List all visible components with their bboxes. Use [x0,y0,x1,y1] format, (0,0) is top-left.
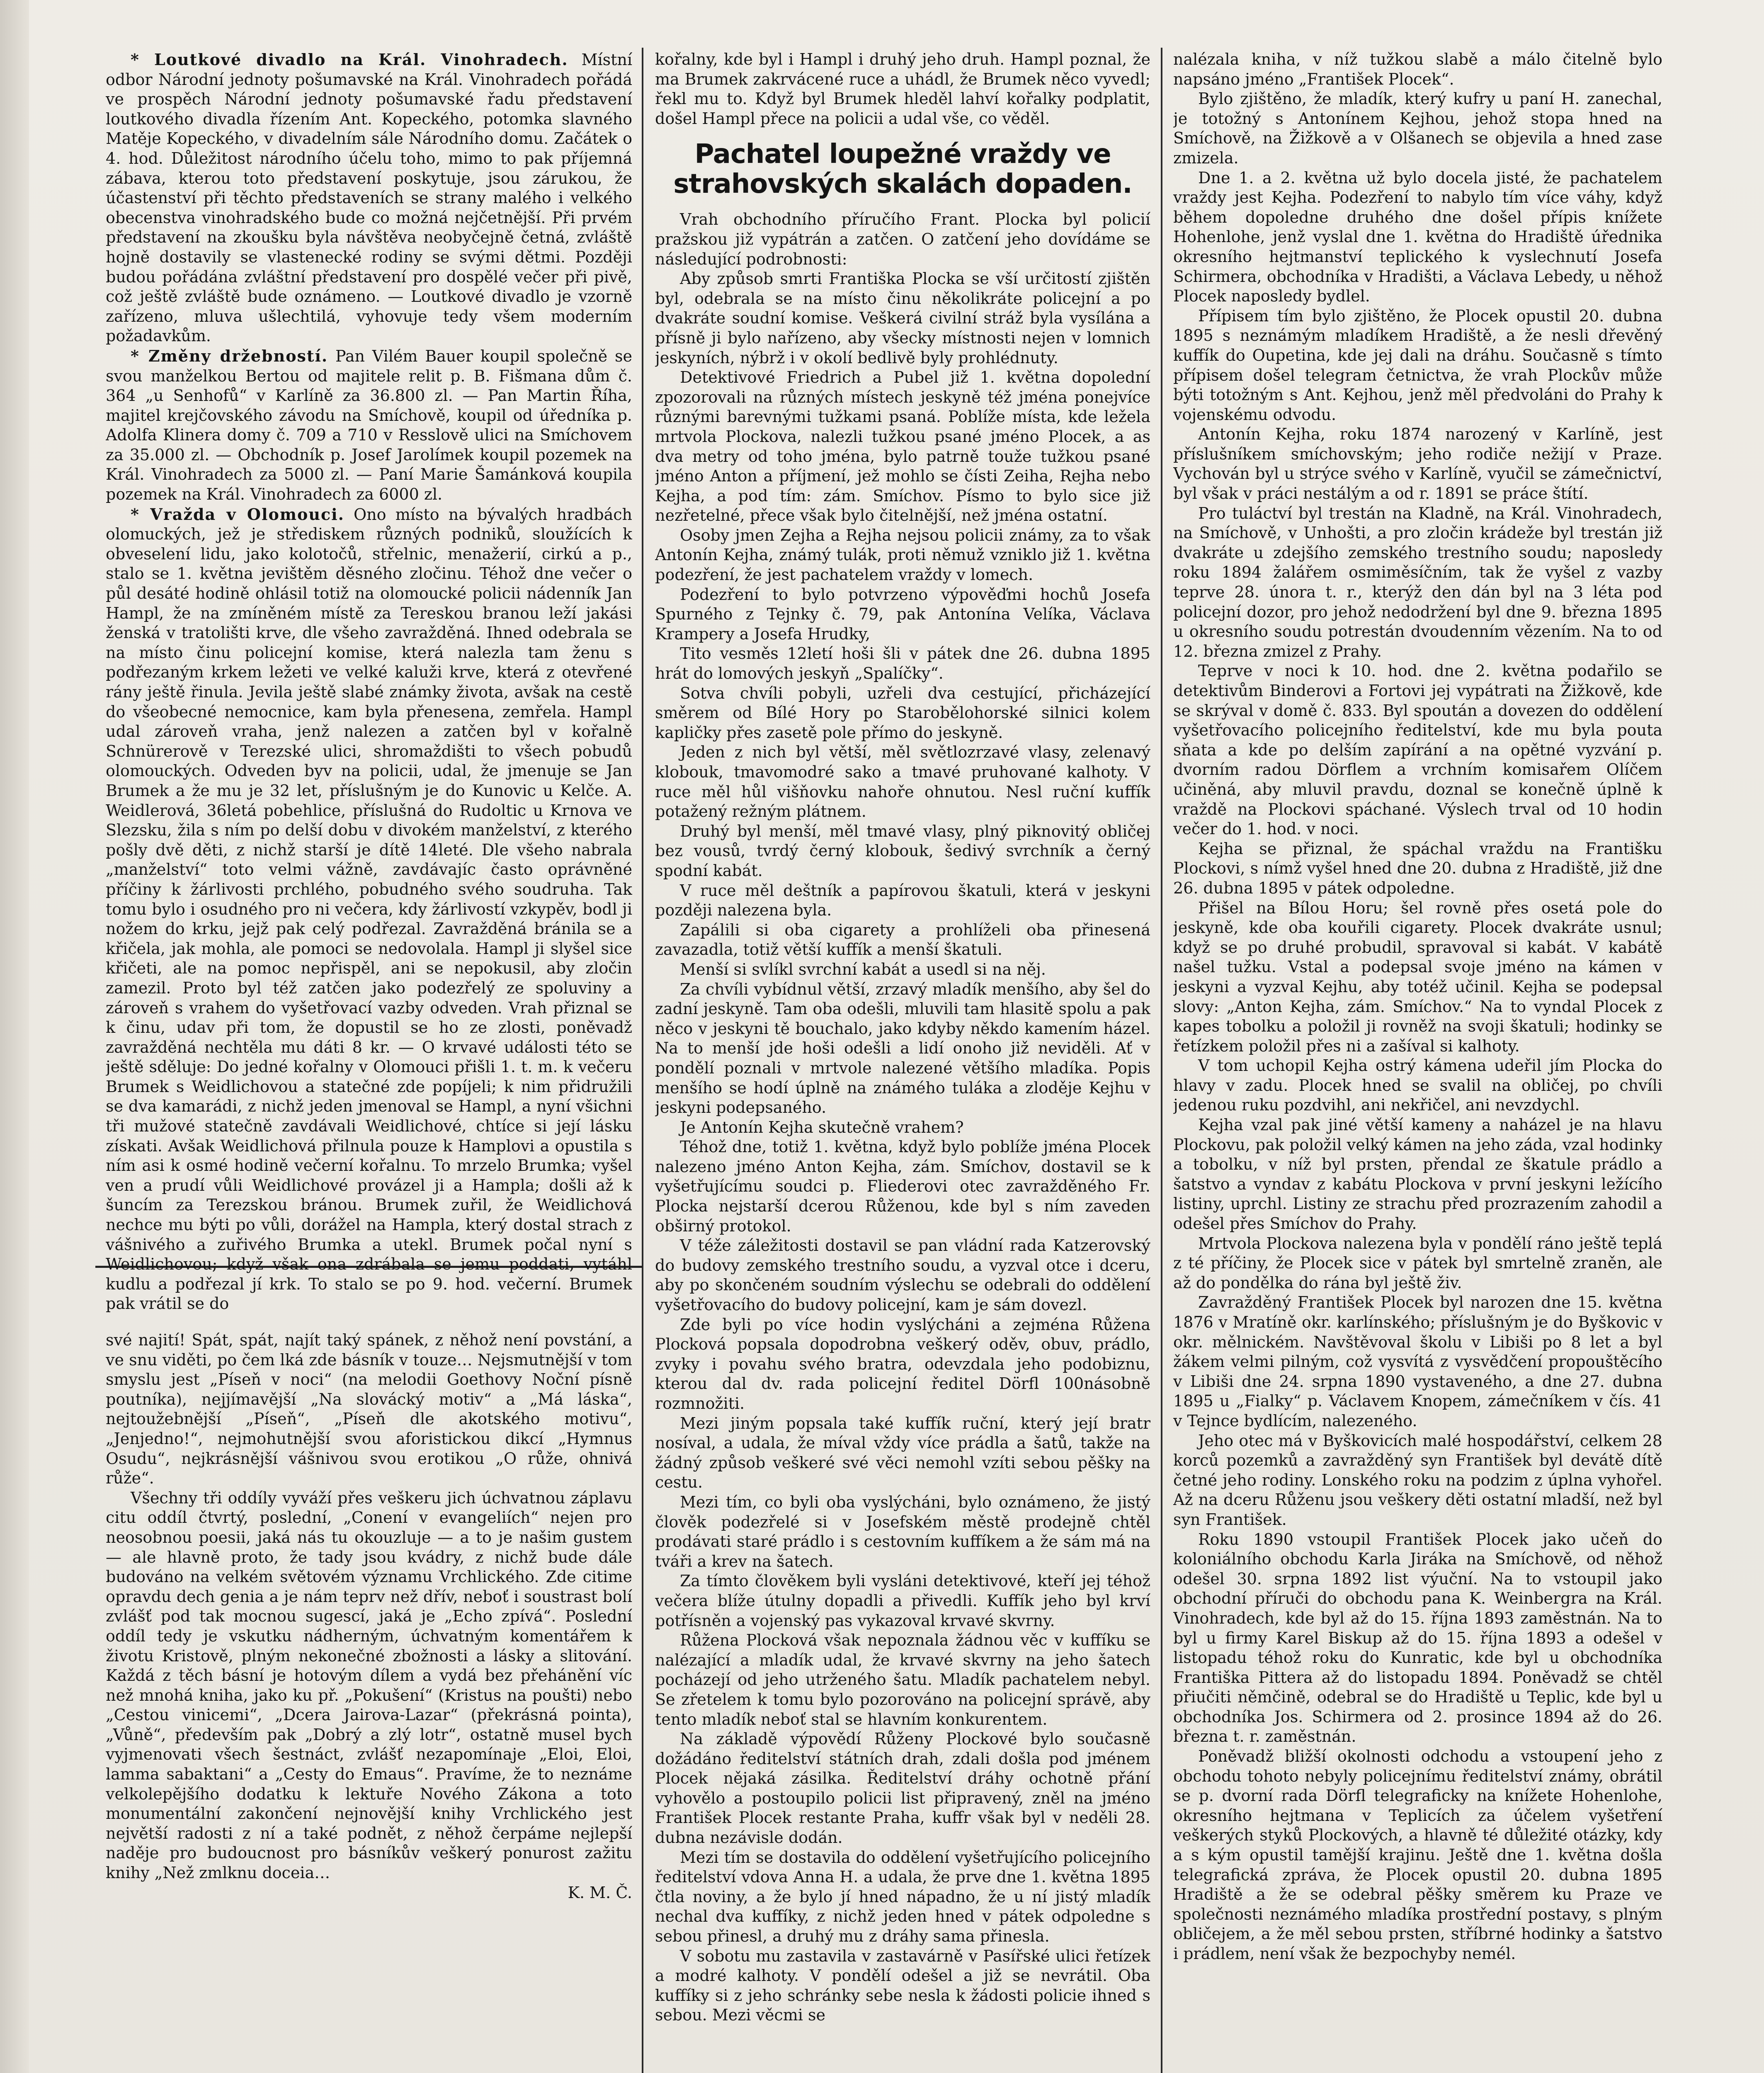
article-paragraph: Jeho otec má v Byškovicích malé hospodářství, celkem 28 korců pozemků a zavražděný syn František byl devátě dítě četné jeho rodiny. Lonského roku na podzim z úplna vyhořel. Až na dceru Růženu jsou veškery děti ostatní mladší, než byl syn František. [1173,1431,1662,1529]
article-paragraph: Růžena Plocková však nepoznala žádnou věc v kuffíku se nalézající a mladík udal, že krvavé skvrny na jeho šatech pocházejí od jeho utrženého šatu. Mladík pachatelem nebyl. Se zřetelem k tomu bylo pozorováno na policejní správě, aby tento mladík neboť stal se hlavním konkurentem. [655,1631,1150,1728]
article-puppet-theatre: * Loutkové divadlo na Král. Vinohradech. Místní odbor Národní jednoty pošumavské na Král. Vinohradech pořádá ve prospěch Národní jednoty pošumavské řadu představení loutkového divadla řízením Ant. Kopeckého, potomka slavného Matěje Kopeckého, v divadelním sále Národního domu. Začátek o 4. hod. Důležitost národního účelu toho, mimo to pak příjemná zábava, kterou toto představení poskytuje, jsou zárukou, že účastenství při těchto představeních se strany malého i velkého obecenstva vinohradského bude co možná nejčetnější. Při prvém představení na zkoušku byla návštěva neobyčejně četná, zvláště hojně dostavily se vlastenecké rodiny se svými dětmi. Později budou pořádána zvláštní představení pro dospělé večer při pivě, což ještě zvláště bude oznámeno. — Loutkové divadlo je vzorně zařízeno, mluva ušlechtilá, vyhovuje tedy všem moderním požadavkům. [106,50,632,345]
article-paragraph: Tito vesměs 12letí hoši šli v pátek dne 26. dubna 1895 hrát do lomových jeskyň „Spalíčky“. [655,644,1150,683]
article-paragraph: Mezi tím, co byli oba vyslýcháni, bylo oznámeno, že jistý člověk podezřelé si v Josefském městě prodejně chtěl prodávati staré prádlo i s cestovním kuffíkem a že sám má na tváři a krev na šatech. [655,1493,1150,1571]
article-paragraph: Osoby jmen Zejha a Rejha nejsou policii známy, za to však Antonín Kejha, známý tulák, proti němuž vzniklo již 1. května podezření, že jest pachatelem vraždy v lomech. [655,526,1150,584]
article-paragraph: Zapálili si oba cigarety a prohlíželi oba přinesená zavazadla, totiž větší kuffík a menší škatuli. [655,920,1150,959]
article-paragraph: Bylo zjištěno, že mladík, který kufry u paní H. zanechal, je totožný s Antonínem Kejhou, jehož stopa hned na Smíchově, na Žižkově a v Olšanech se objevila a hned zase zmizela. [1173,90,1662,167]
article-paragraph: Zavražděný František Plocek byl narozen dne 15. května 1876 v Mratíně okr. karlínského; příslušným je do Byškovic v okr. mělnickém. Navštěvoval školu v Libiši po 8 let a byl žákem velmi pilným, což vysvítá z vysvědčení propouštěcího v Libiši dne 24. srpna 1890 vystaveného, a dne 27. dubna 1895 u „Fialky“ p. Václavem Knopem, zámečníkem v čís. 41 v Tejnce bydlícím, nalezeného. [1173,1293,1662,1430]
article-paragraph: V tom uchopil Kejha ostrý kámena udeřil jím Plocka do hlavy v zadu. Plocek hned se svalil na obličej, po chvíli jedenou ruku pozdvihl, ani nekřičel, ani nevzdychl. [1173,1056,1662,1114]
article-property-changes: * Změny držebností. Pan Vilém Bauer koupil společně se svou manželkou Bertou od majitele relit p. B. Fišmana dům č. 364 „u Senhofů“ v Karlíně za 36.800 zl. — Pan Martin Říha, majitel krejčovského závodu na Smíchově, koupil od úředníka p. Adolfa Klinera domy č. 709 a 710 v Resslově ulici na Smíchovem za 35.000 zl. — Obchodník p. Josef Jarolímek koupil pozemek na Král. Vinohradech za 5000 zl. — Paní Marie Šamánková koupila pozemek na Král. Vinohradech za 6000 zl. [106,346,632,504]
article-murder-olomouc: * Vražda v Olomouci. Ono místo na bývalých hradbách olomuckých, jež je střediskem různých podniků, sloužících k obveselení lidu, jako kolotočů, střelnic, menažerií, cirkú a p., stalo se 1. května jevištěm děsného zločinu. Téhož dne večer o půl desáté hodině ohlásil totiž na olomoucké policii nádenník Jan Hampl, že na zmíněném místě za Tereskou branou leží jakási ženská v tratolišti krve, dle všeho zavražděná. Ihned odebrala se na místo činu policejní komise, která nalezla tam ženu s podřezaným krkem ležeti ve velké kaluži krve, která z otevřené rány ještě řinula. Jevila ještě slabé známky života, avšak na cestě do všeobecné nemocnice, kam byla přenesena, zemřela. Hampl udal zároveň vraha, jenž nalezen a zatčen byl v kořalně Schnürerově v Terezské ulici, shromaždišti to všech pobudů olomouckých. Odveden byv na policii, udal, že jmenuje se Jan Brumek a že mu je 32 let, příslušným je do Kunovic u Kelče. A. Weidlerová, 36letá pobehlice, příslušná do Rudoltic u Krnova ve Slezsku, žila s ním po delší dobu v divokém manželství, z kterého pošly dvě děti, z nichž starší je dítě 14leté. Dle všeho nabrala „manželství“ toto velmi vážně, zavdávajíc často oprávněné příčiny k žárlivosti prchlého, pobudného svého soudruha. Tak tomu bylo i osudného pro ni večera, kdy žárlivostí vzkypěv, bodl ji nožem do krku, jejž pak celý podřezal. Zavražděná bránila se a křičela, jak mohla, ale pomoci se nedovolala. Hampl ji slyšel sice křičeti, ale na pomoc nepřispěl, ani se nepokusil, aby zločin zamezil. Proto byl též zatčen jako podezřelý ze spoluviny a zároveň s vrahem do vyšetřovací vazby odveden. Vrah přiznal se k činu, udav při tom, že dopustil se ho ze zlosti, poněvadž zavražděná nechtěla mu dáti 8 kr. — O krvavé události této se ještě sděluje: Do jedné kořalny v Olomouci přišli 1. t. m. k večeru Brumek s Weidlichovou a statečné zde popíjeli; k nim přidružili se dva kamarádi, z nichž jeden jmenoval se Hampl, a nyní všichni tři mužové statečně zavdávali Weidlichové, chtíce si její lásku získati. Avšak Weidlichová přilnula pouze k Hamplovi a opustila s ním asi k osmé hodině večerní kořalnu. To mrzelo Brumka; vyšel ven a prudí vůli Weidlichové provázel ji a Hampla; došli až k šuncím za Terezskou bránou. Brumek zuřil, že Weidlichová nechce mu býti po vůli, dorážel na Hampla, který dostal strach z vášnivého a zuřivého Brumka a utekl. Brumek počal nyní s Weidlichovou; když však ona zdrábala se jemu poddati, vytáhl kudlu a podřezal jí krk. To stalo se po 9. hod. večerní. Brumek pak vrátil se do [106,505,632,1313]
article-paragraph: Téhož dne, totiž 1. května, když bylo poblíže jména Plocek nalezeno jméno Anton Kejha, zám. Smíchov, dostavil se k vyšetřujícímu soudci p. Fliederovi otec zavražděného Fr. Plocka nejstarší dcerou Růženou, kde byl s ním zaveden obširný protokol. [655,1138,1150,1235]
article-paragraph: Mezi tím se dostavila do oddělení vyšetřujícího policejního ředitelství vdova Anna H. a udala, že prve dne 1. května 1895 čtla noviny, a že bylo jí hned nápadno, že u ní jistý mladík nechal dva kuffíky, z nichž jeden hned v pátek odpoledne s sebou přinesl, a druhý mu z dráhy sama přinesla. [655,1848,1150,1946]
column-3 [1173,50,1662,2073]
article-paragraph: Menší si svlíkl svrchní kabát a usedl si na něj. [680,960,1046,978]
article-paragraph: V ruce měl deštník a papírovou škatuli, která v jeskyni později nalezena byla. [655,881,1150,920]
article-paragraph: Přípisem tím bylo zjištěno, že Plocek opustil 20. dubna 1895 s neznámým mladíkem Hradiště, a že nesli dřevěný kuffík do Oupetina, kde jej dali na dráhu. Současně s tímto přípisem došel telegram četnictva, že vrah Plockův může býti totožným s Ant. Kejhou, jenž měl předvoláni do Prahy k vojenskému odvodu. [1173,306,1662,424]
column-2 [655,50,1150,2073]
article-paragraph: Roku 1890 vstoupil František Plocek jako učeň do koloniálního obchodu Karla Jiráka na Smíchově, od něhož odešel 30. srpna 1892 list výuční. Na to vstoupil jako obchodní příruči do obchodu pana K. Weinbergra na Král. Vinohradech, kde byl až do 15. října 1893 zaměstnán. Na to byl u firmy Karel Biskup až do 15. října 1893 a odešel v listopadu téhož roku do Kunratic, kde byl u obchodníka Františka Pittera až do listopadu 1894. Poněvadž se chtěl přiučiti němčině, odebral se do Hradiště u Teplic, kde byl u obchodníka Jos. Schirmera od 2. prosince 1894 až do 26. března t. r. zaměstnán. [1173,1530,1662,1746]
article-paragraph: Na základě výpovědí Růženy Plockové bylo současně dožádáno ředitelství státních drah, zdali došla pod jménem Plocek nějaká zásilka. Ředitelství dráhy ochotně přání vyhovělo a postoupilo policii list připravený, zněl na jméno František Plocek restante Praha, kuffr však byl v neděli 28. dubna nezávisle dodán. [655,1730,1150,1847]
article-paragraph: Za tímto člověkem byli vysláni detektivové, kteří jej téhož večera blíže útulny dopadli a přivedli. Kuffík jeho byl krví potřísněn a vojenský pas vykazoval krvavé skvrny. [655,1572,1150,1630]
article-paragraph: Pro tuláctví byl trestán na Kladně, na Král. Vinohradech, na Smíchově, v Unhošti, a pro zločin krádeže byl trestán již dvakráte u zdejšího zemského trestního soudu; naposledy roku 1894 žalářem osmiměsíčním, tak že vyšel z vazby teprve 28. února t. r., kterýž den dán byl na 3 léta pod policejní dozor, pro jehož nedodržení byl dne 9. března 1895 u okresního soudu potrestán dvoudenním vězením. Na to od 12. března zmizel z Prahy. [1173,504,1662,660]
article-strahov-body [655,210,1150,2025]
article-paragraph: nalézala kniha, v níž tužkou slabě a málo čitelně bylo napsáno jméno „František Plocek“. [1173,50,1662,88]
column-1 [106,50,632,2073]
article-paragraph: Antonín Kejha, roku 1874 narozený v Karlíně, jest příslušníkem smíchovským; jeho rodiče nežijí v Praze. Vychován byl u strýce svého v Karlíně, vyučil se zámečnictví, byl však v práci nestálým a od r. 1891 se práce štítí. [1173,425,1662,503]
article-paragraph: Vrah obchodního příručího Frant. Plocka byl policií pražskou již vypátrán a zatčen. O zatčení jeho dovídáme se následující podrobnosti: [655,210,1150,268]
column-rule-1 [642,48,643,2073]
review-paragraph: své najití! Spát, spát, najít taký spánek, z něhož není povstání, a ve snu viděti, po čem lká zde básník v touze… Nejsmutnější v tom smyslu jest „Píseň v noci“ (na melodii Goethovy Noční písně poutníka), nejjímavější „Na slovácký motiv“ a „Má láska“, nejtoužebnější „Píseň“, „Píseň dle akotského motivu“, „Jenjedno!“, nejmohutnější svou aforistickou dikcí „Hymnus Osudu“, nejkrásnější vášnivou svou erotikou „O růže, ohnivá růže“. [106,1331,632,1488]
headline-strahov-murder: Pachatel loupežné vraždy ve strahovských skalách dopaden. [673,139,1132,200]
article-strahov-continuation [1173,50,1662,1964]
column-rule-2 [1161,48,1162,2073]
murder-continuation: kořalny, kde byl i Hampl i druhý jeho druh. Hampl poznal, že ma Brumek zakrvácené ruce a uhádl, že Brumek něco vyvedl; řekl mu to. Když byl Brumek hleděl lahví kořalky podplatit, došel Hampl přece na policii a udal vše, co věděl. [655,50,1150,128]
article-paragraph: Aby způsob smrti Františka Plocka se vší určitostí zjištěn byl, odebrala se na místo činu několikráte policejní a po dvakráte soudní komise. Veškerá civilní stráž byla vysílána a přísně ji bylo nařízeno, aby všecky místnosti nejen v lomnich jeskyních, nýbrž i v okolí bedlivě byly prohlédnuty. [655,269,1150,367]
article-paragraph: Detektivové Friedrich a Pubel již 1. května dopolední zpozorovali na různých místech jeskyně též jména ponejvíce různými barevnými tužkami psaná. Poblíže místa, kde ležela mrtvola Plockova, nalezli tužkou psané jméno Plocek, a as dva metry od toho jména, bylo patrně touže tužkou psané jméno Anton a příjmení, jež mohlo se čísti Zeiha, Rejha nebo Kejha, a pod tím: zám. Smíchov. Písmo to bylo sice již nezřetelné, přece však bylo čitelnější, než jména ostatní. [655,368,1150,525]
article-paragraph: Za chvíli vybídnul větší, zrzavý mladík menšího, aby šel do zadní jeskyně. Tam oba odešli, mluvili tam hlasitě spolu a pak něco v jeskyni tě bouchalo, jako kdyby někdo kamením házel. Na to menší jde hoši odešli a lidí onoho již neviděli. Ať v pondělí poznali v mrtvole nalezené většího mladíka. Popis menšího se hodí úplně na známého tuláka a zloděje Kejhu v jeskyni podepsaného. [655,980,1150,1117]
article-paragraph: Kejha vzal pak jiné větší kameny a naházel je na hlavu Plockovu, pak položil velký kámen na jeho záda, vzal hodinky a tobolku, v níž byl prsten, přendal ze škatule prádlo a šatstvo a vyndav z kabátu Plockova v první jeskyni ležícího listiny, uprchl. Listiny ze strachu před prozrazením zahodil a odešel přes Smíchov do Prahy. [1173,1116,1662,1233]
article-paragraph: Poněvadž bližší okolnosti odchodu a vstoupení jeho z obchodu tohoto nebyly policejnímu ředitelství známy, obrátil se p. dvorní rada Dörfl telegraficky na knížete Hohenlohe, okresního hejtmana v Teplicích za účelem vyšetření veškerých styků Plockových, a hlavně té důležité otázky, kdy a s kým opustil tamější krajinu. Ještě dne 1. května došla telegrafická zpráva, že Plocek opustil 20. dubna 1895 Hradiště a že se odebral pěšky směrem ku Praze ve společnosti neznámého mladíka prostřední postavy, s plným obličejem, a že měl sebou prsten, stříbrné hodinky a šatstvo i prádlem, není však že bezpochyby nemél. [1173,1747,1662,1963]
review-signature: K. M. Č. [568,1883,632,1902]
article-paragraph: Přišel na Bílou Horu; šel rovně přes osetá pole do jeskyně, kde oba kouřili cigarety. Plocek dvakráte usnul; když se po druhé probudil, spravoval si kabát. V kabátě našel tužku. Vstal a podepsal svoje jméno na kámen v jeskyni a vyzval Kejhu, aby totéž učinil. Kejha se podepsal slovy: „Anton Kejha, zám. Smíchov.“ Na to vyndal Plocek z kapes tobolku a položil ji rovněž na svoji škatuli; hodinky se řetízkem položil přes ni a zašíval si kalhoty. [1173,898,1662,1055]
article-paragraph: Mrtvola Plockova nalezena byla v pondělí ráno ještě teplá z té příčiny, že Plocek sice v pátek byl smrtelně zraněn, ale až do pondělka do rána byl ještě živ. [1173,1234,1662,1292]
article-paragraph: Dne 1. a 2. května už bylo docela jisté, že pachatelem vraždy jest Kejha. Podezření to nabylo tím více váhy, když během dopoledne druhého dne došel přípis knížete Hohenlohe, jenž vyslal dne 1. května do Hradiště úřednika okresního hejtmanství teplického k vyslechnutí Josefa Schirmera, obchodníka v Hradišti, a Václava Lebedy, u něhož Plocek naposledy bydlel. [1173,168,1662,306]
article-paragraph: Je Antonín Kejha skutečně vrahem? [680,1118,964,1136]
article-paragraph: Podezření to bylo potvrzeno výpověďmi hochů Josefa Spurného z Tejnky č. 79, pak Antonína Velíka, Václava Krampery a Josefa Hrudky, [655,585,1150,643]
review-paragraph: Všechny tři oddíly vyváží přes veškeru jich úchvatnou záplavu citu oddíl čtvrtý, poslední, „Conení v evangeliích“ nejen pro neosobnou poesii, jaká nás tu okouzluje — a to je našim gustem — ale hlavně proto, že tady jsou kvádry, z nichž bude dále budováno na velkém světovém významu Vrchlického. Zde citime opravdu dech genia a je nám teprv než dřív, neboť i soustrast bolí zvlášť pod tak mocnou sugescí, jaká je „Echo zpívá“. Poslední oddíl tedy je vskutku nádherným, úchvatným komentářem k životu Kristově, plným nekonečné zbožnosti a lásky a slitování. Každá z těch básní je hotovým dílem a vydá bez přehánění víc než mnohá kniha, jako ku př. „Pokušení“ (Kristus na poušti) nebo „Cestou vinicemi“, „Dcera Jairova-Lazar“ (překrásná pointa), „Vůně“, především pak „Dobrý a zlý lotr“, ostatně musel bych vyjmenovati všech šestnáct, zvlášť nezapomínaje „Eloi, Eloi, lamma sabaktani“ a „Cesty do Emaus“. Pravíme, že to neznáme velkolepějšího dodatku k lektuře Nového Zákona a toto monumentální zakončení nejnovější knihy Vrchlického jest největší radosti z ní a také podnět, z něhož čerpáme nejlepší naděje pro budoucnost pro básníkův veškerý ponurost zažitu knihy „Než zmlknu doceia… [106,1488,632,1882]
page-edge [0,0,29,2073]
article-paragraph: Teprve v noci k 10. hod. dne 2. května podařilo se detektivům Binderovi a Fortovi jej vypátrati na Žižkově, kde se skrýval v domě č. 833. Byl spoután a dovezen do oddělení vyšetřovacího policejního ředitelství, kde mu byla pouta sňata a kde po delším zapírání a na opětné vyzvání p. dvorním radou Dörflem a vrchním komisařem Olíčem učiněná, aby mluvil pravdu, doznal se konečně úplně k vraždě na Plockovi spáchané. Výslech trval od 10 hodin večer do 1. hod. v noci. [1173,662,1662,838]
article-paragraph: V téže záležitosti dostavil se pan vládní rada Katzerovský do budovy zemského trestního soudu, a vyzval otce i dceru, aby po skončeném soudním výslechu se odebrali do oddělení vyšetřovacího do budovy policejní, kam je sám dovezl. [655,1236,1150,1314]
article-paragraph: Kejha se přiznal, že spáchal vraždu na Františku Plockovi, s nímž vyšel hned dne 20. dubna z Hradiště, již dne 26. dubna 1895 v pátek odpoledne. [1173,839,1662,897]
article-paragraph: Mezi jiným popsala také kuffík ruční, který její bratr nosíval, a udala, že míval vždy více prádla a šatů, takže na žádný způsob veškeré své věci nemohl vzíti sebou pěšky na cestu. [655,1414,1150,1492]
article-paragraph: Zde byli po více hodin vyslýcháni a zejména Růžena Plocková popsala dopodrobna veškerý oděv, obuv, prádlo, zvyky i povahu svého bratra, odevzdala jeho podobiznu, kterou dal dv. rada policejní ředitel Dörfl 100násobně rozmnožiti. [655,1315,1150,1413]
article-paragraph: Jeden z nich byl větší, měl světlozrzavé vlasy, zelenavý klobouk, tmavomodré sako a tmavé pruhované kalhoty. V ruce měl hůl višňovku nahoře ohnutou. Nesl ruční kuffík potažený režným plátnem. [655,743,1150,821]
article-paragraph: V sobotu mu zastavila v zastavárně v Pasířské ulici řetízek a modré kalhoty. V pondělí odešel a již se nevrátil. Oba kuffíky si z jeho schránky sebe nesla k žádosti policie ihned s sebou. Mezi věcmi se [655,1947,1150,2024]
article-paragraph: Druhý byl menší, měl tmavé vlasy, plný piknovitý obličej bez vousů, tvrdý černý klobouk, šedivý svrchník a černý spodní kabát. [655,822,1150,880]
article-paragraph: Sotva chvíli pobyli, uzřeli dva cestující, přicházející směrem od Bílé Hory po Starobělohorské silnici kolem kapličky přes zasetě pole přímo do jeskyně. [655,684,1150,742]
